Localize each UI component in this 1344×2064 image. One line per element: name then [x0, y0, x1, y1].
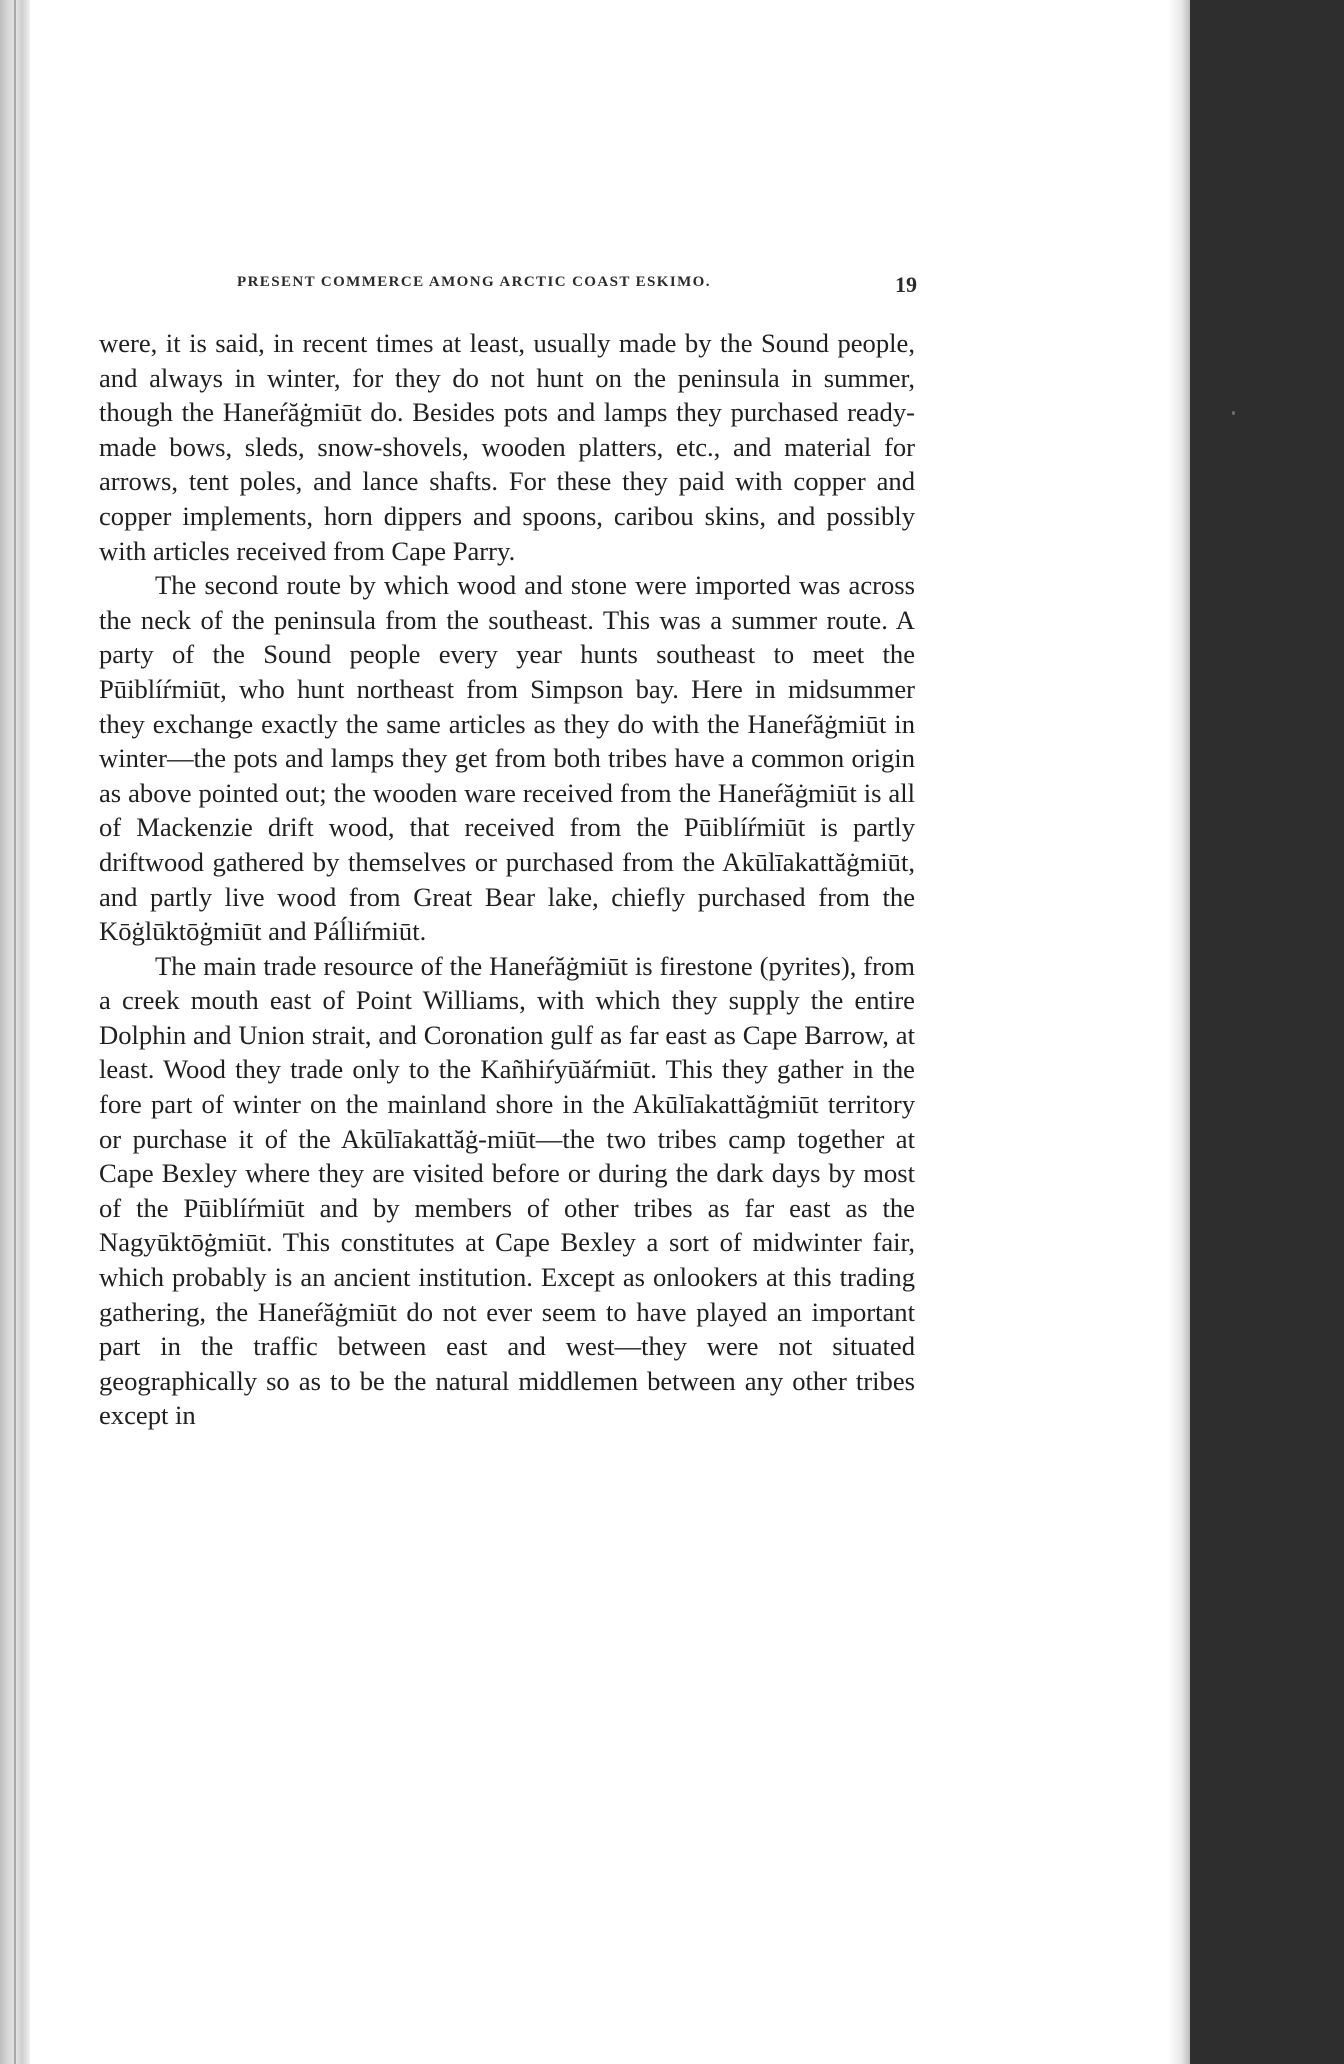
page-header — [237, 272, 917, 300]
paragraph: were, it is said, in recent times at least, usually made by the Sound people, and always in winter, for they do not hunt on the peninsula in summer, though the Haneŕăġmiūt do. Besides pots and lamps they purchased ready-made bows, sleds, snow-shovels, wooden platters, etc., and material for arrows, tent poles, and lance shafts. For these they paid with copper and copper implements, horn dippers and spoons, caribou skins, and possibly with articles received from Cape Parry. — [99, 328, 915, 566]
page-number: 19 — [895, 272, 917, 297]
body-text — [99, 326, 915, 1433]
running-title: PRESENT COMMERCE AMONG ARCTIC COAST ESKIMO. — [237, 274, 711, 290]
paragraph: The second route by which wood and stone were imported was across the neck of the peninsula from the southeast. This was a summer route. A party of the Sound people every year hunts southeast to meet the Pūiblíŕmiūt, who hunt northeast from Simpson bay. Here in midsummer they exchange exactly the same articles as they do with the Haneŕăġmiūt in winter—the pots and lamps they get from both tribes have a common origin as above pointed out; the wooden ware received from the Haneŕăġmiūt is all of Mackenzie drift wood, that received from the Pūiblíŕmiūt is partly driftwood gathered by themselves or purchased from the Akūlīakattăġmiūt, and partly live wood from Great Bear lake, chiefly purchased from the Kōġlūktōġmiūt and Páĺliŕmiūt. — [99, 570, 915, 947]
speck — [1232, 411, 1235, 415]
scan-background — [1190, 0, 1344, 2064]
paragraph: The main trade resource of the Haneŕăġmiūt is firestone (pyrites), from a creek mouth east of Point Williams, with which they supply the entire Dolphin and Union strait, and Coronation gulf as far east as Cape Barrow, at least. Wood they trade only to the Kañhiŕyūăŕmiūt. This they gather in the fore part of winter on the mainland shore in the Akūlīakattăġmiūt territory or purchase it of the Akūlīakattăġ-miūt—the two tribes camp together at Cape Bexley where they are visited before or during the dark days by most of the Pūiblíŕmiūt and by members of other tribes as far east as the Nagyūktōġmiūt. This constitutes at Cape Bexley a sort of midwinter fair, which probably is an ancient institution. Except as onlookers at this trading gathering, the Haneŕăġmiūt do not ever seem to have played an important part in the traffic between east and west—they were not situated geographically so as to be the natural middlemen between any other tribes except in — [99, 950, 915, 1431]
page-edge-shadow — [1168, 0, 1190, 2064]
binding-line — [14, 0, 16, 2064]
